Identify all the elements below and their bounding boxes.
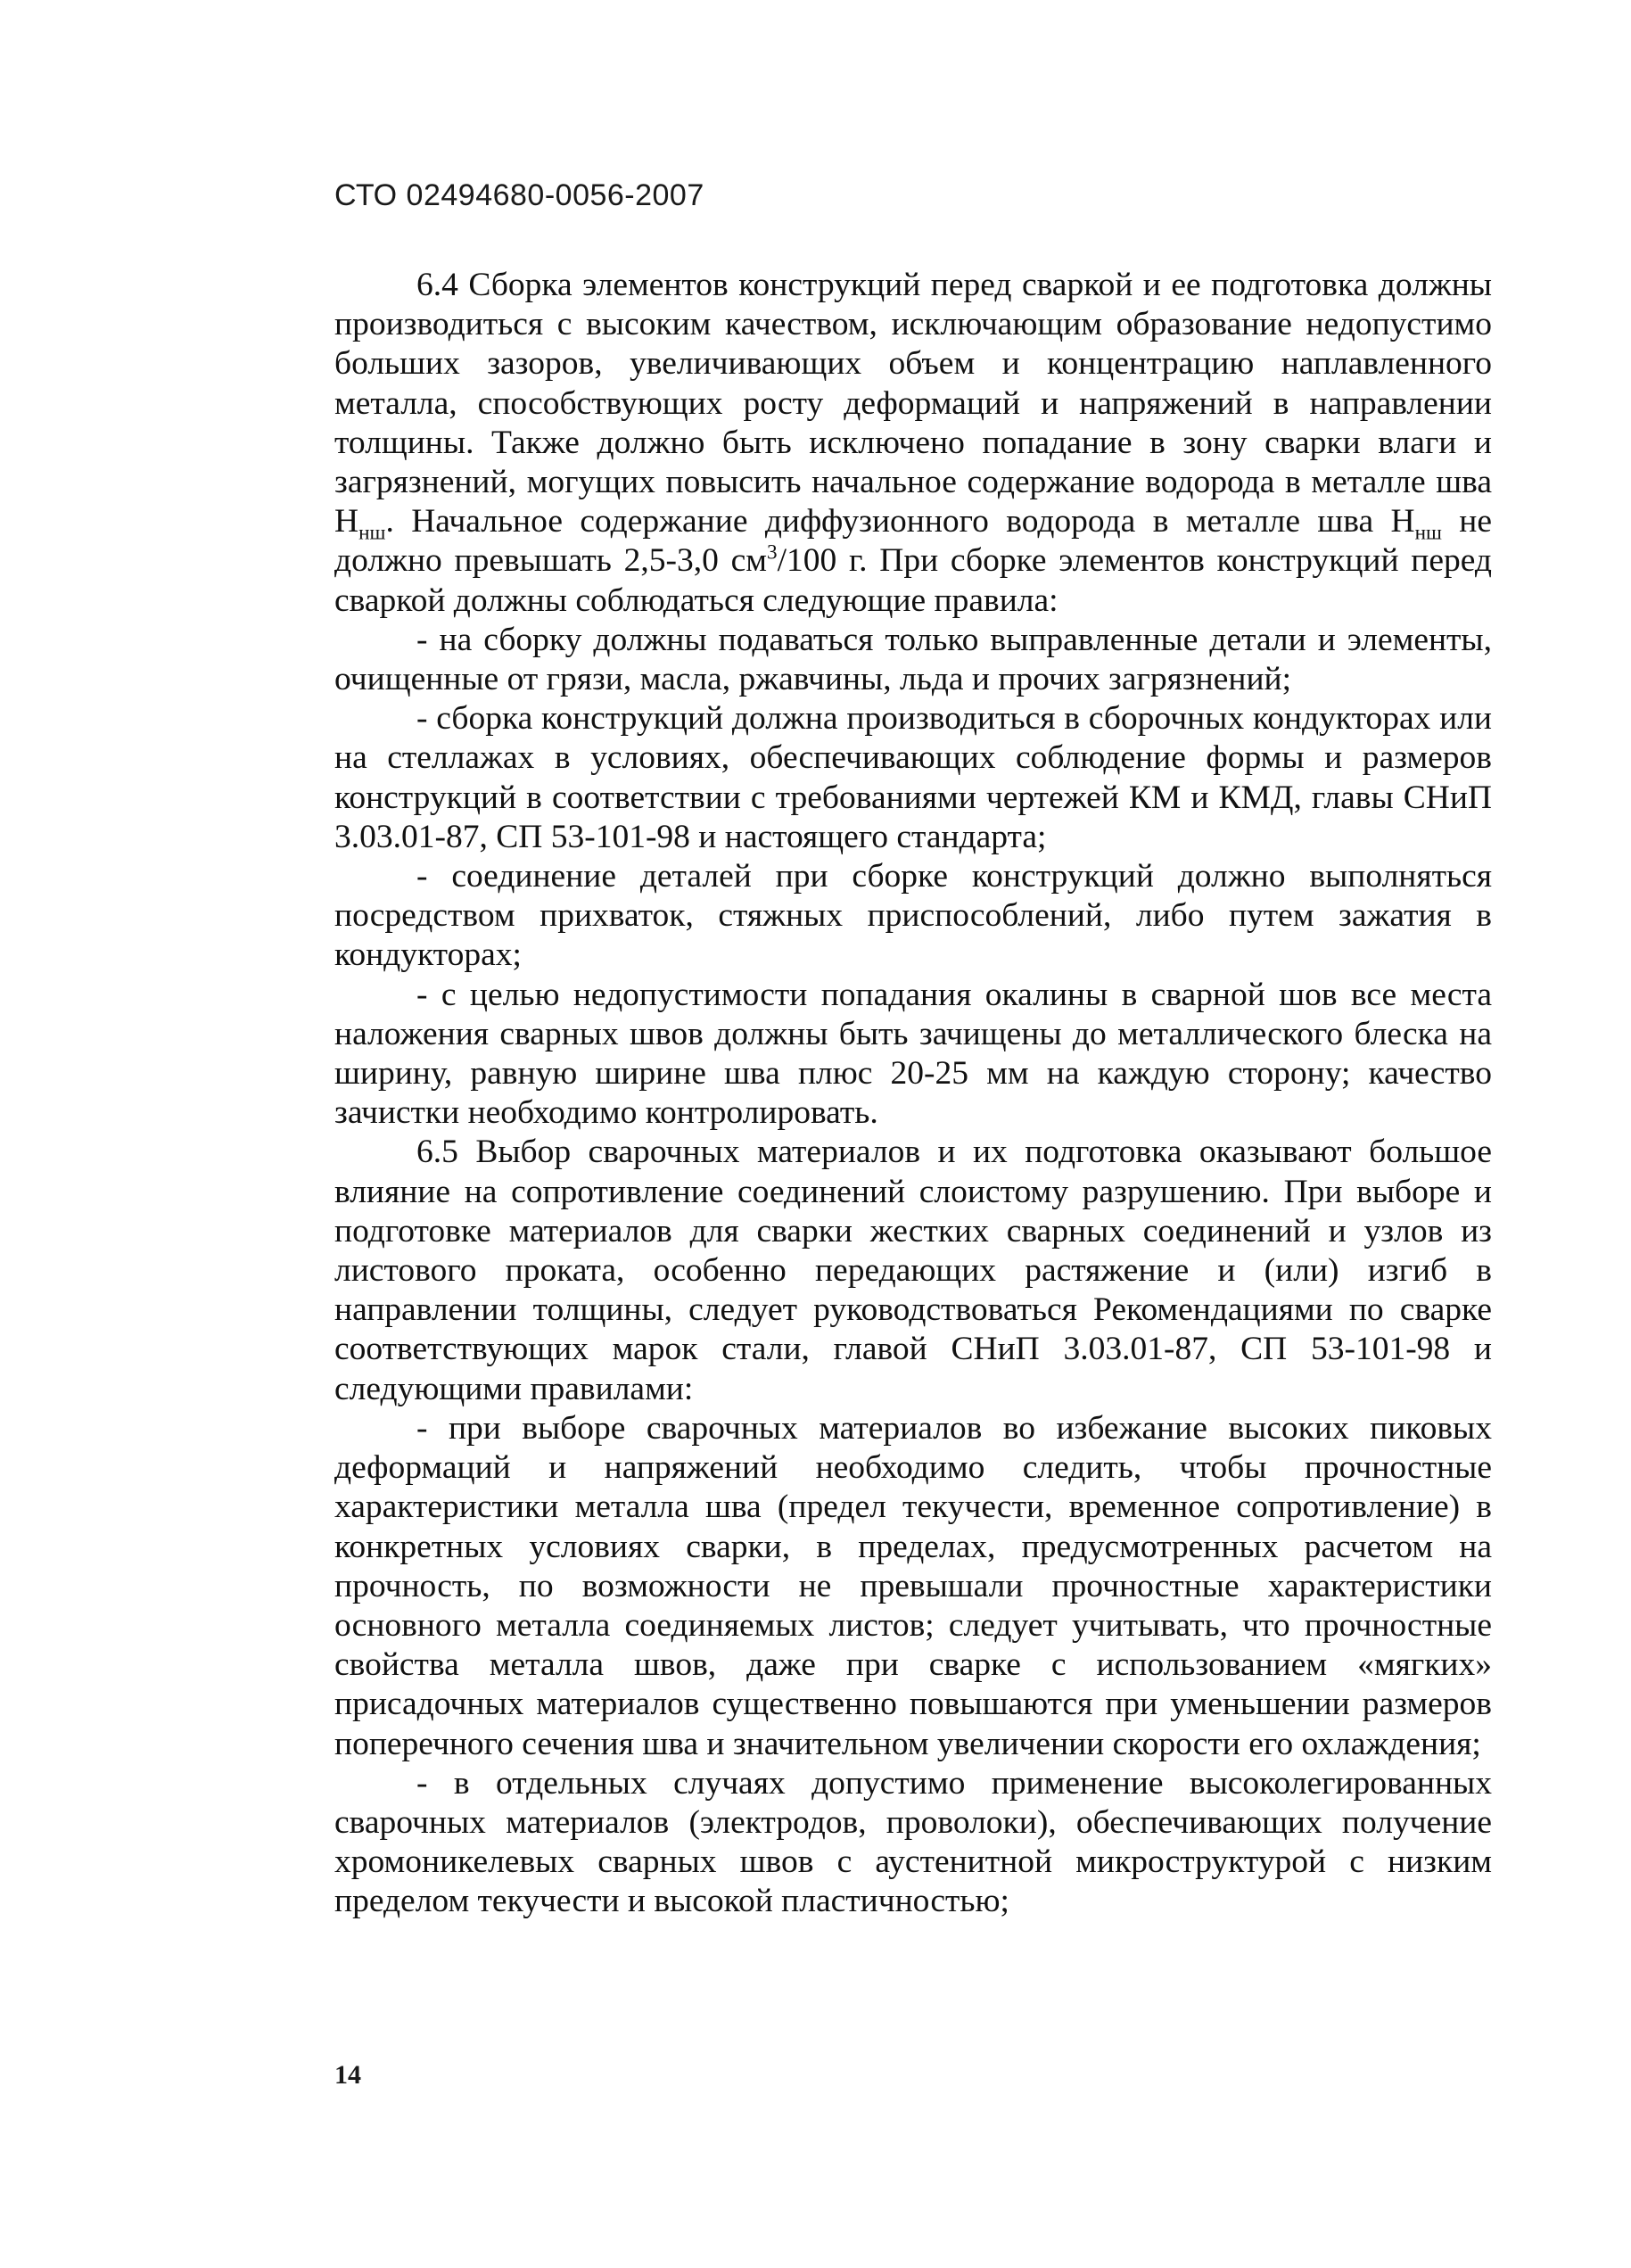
paragraph-6-4-part-b: . Начальное содержание диффузионного водорода в металле шва H <box>385 503 1415 540</box>
paragraph-6-4-part-d: /100 г. При сборке элементов конструкций перед сваркой должны соблюдаться следующие правила: <box>334 542 1492 619</box>
paragraph-6-4-part-a: 6.4 Сборка элементов конструкций перед сваркой и ее подготовка должны производиться с высоким качеством, исключающим образование недопустимо больших зазоров, увеличивающих объем и концентрацию наплавленного металла, способствующих росту деформаций и напряжений в направлении толщины. Также должно быть исключено попадание в зону сварки влаги и загрязнений, могущих повысить начальное содержание водорода в металле шва H <box>334 267 1492 540</box>
document-code: СТО 02494680-0056-2007 <box>334 178 704 212</box>
paragraph-6-5: 6.5 Выбор сварочных материалов и их подготовка оказывают большое влияние на сопротивление соединений слоистому разрушению. При выборе и подготовке материалов для сварки жестких сварных соединений и узлов из листового проката, особенно передающих растяжение и (или) изгиб в направлении толщины, следует руководствоваться Рекомендациями по сварке соответствующих марок стали, главой СНиП 3.03.01-87, СП 53-101-98 и следующими правилами: <box>334 1134 1492 1407</box>
list-item: - на сборку должны подаваться только выправленные детали и элементы, очищенные от грязи, масла, ржавчины, льда и прочих загрязнений; <box>334 621 1492 698</box>
list-item: - соединение деталей при сборке конструкций должно выполняться посредством прихваток, стяжных приспособлений, либо путем зажатия в кондукторах; <box>334 858 1492 974</box>
hydrogen-subscript-2: нш <box>1414 521 1442 545</box>
list-item: - при выборе сварочных материалов во избежание высоких пиковых деформаций и напряжений необходимо следить, чтобы прочностные характеристики металла шва (предел текучести, временное сопротивление) в конкретных условиях сварки, в пределах, предусмотренных расчетом на прочность, по возможности не превышали прочностные характеристики основного металла соединяемых листов; следует учитывать, что прочностные свойства металла швов, даже при сварке с использованием «мягких» присадочных материалов существенно повышаются при уменьшении размеров поперечного сечения шва и значительном увеличении скорости его охлаждения; <box>334 1409 1492 1762</box>
document-body <box>334 266 1492 1922</box>
list-item: - в отдельных случаях допустимо применение высоколегированных сварочных материалов (электродов, проволоки), обеспечивающих получение хромоникелевых сварных швов с аустенитной микроструктурой с низким пределом текучести и высокой пластичностью; <box>334 1764 1492 1920</box>
paragraph-6-4-part-c: не должно превышать 2,5-3,0 см <box>334 503 1492 580</box>
cubic-superscript: 3 <box>766 540 778 565</box>
list-item: - с целью недопустимости попадания окалины в сварной шов все места наложения сварных швов должны быть зачищены до металлического блеска на ширину, равную ширине шва плюс 20-25 мм на каждую сторону; качество зачистки необходимо контролировать. <box>334 976 1492 1132</box>
page-number: 14 <box>334 2060 361 2090</box>
list-item: - сборка конструкций должна производиться в сборочных кондукторах или на стеллажах в условиях, обеспечивающих соблюдение формы и размеров конструкций в соответствии с требованиями чертежей КМ и КМД, главы СНиП 3.03.01-87, СП 53-101-98 и настоящего стандарта; <box>334 700 1492 855</box>
paragraph-6-4 <box>334 266 1492 621</box>
hydrogen-subscript-1: нш <box>358 521 386 545</box>
